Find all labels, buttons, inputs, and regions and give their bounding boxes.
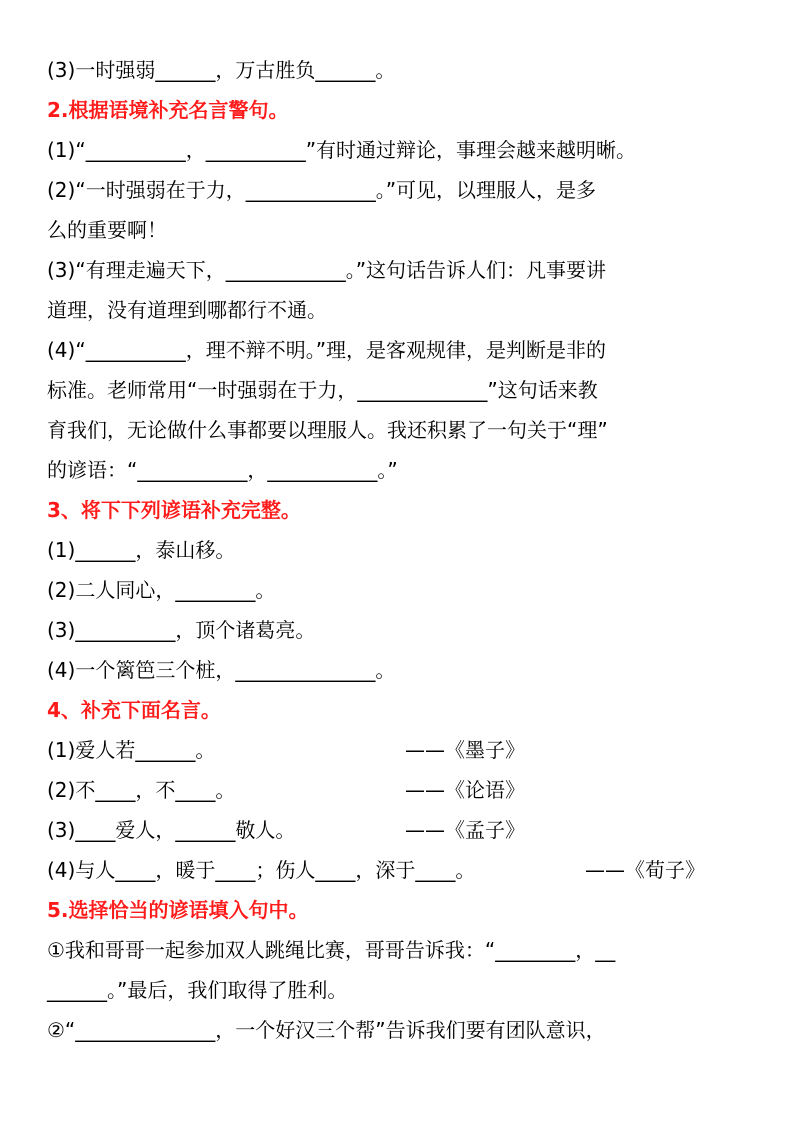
text-line: (3)“有理走遍天下，____________。”这句话告诉人们：凡事要讲 <box>47 258 607 282</box>
text-line: (4)一个篱笆三个桩，______________。 <box>47 658 396 682</box>
section-heading: 3、将下下列谚语补充完整。 <box>47 498 301 522</box>
text-line: 道理，没有道理到哪都行不通。 <box>47 298 327 322</box>
text-line: 么的重要啊！ <box>47 218 167 242</box>
text-line: (1)“__________，__________”有时通过辩论，事理会越来越明晰。 <box>47 138 637 162</box>
section-heading: 2.根据语境补充名言警句。 <box>47 98 289 122</box>
quote-source: ——《论语》 <box>405 778 525 802</box>
text-line: ______。”最后，我们取得了胜利。 <box>47 978 348 1002</box>
text-line: (3)____爱人，______敬人。 <box>47 818 296 842</box>
quote-source: ——《荀子》 <box>585 858 705 882</box>
section-heading: 4、补充下面名言。 <box>47 698 221 722</box>
text-line: (2)不____，不____。 <box>47 778 236 802</box>
text-line: ②“______________，一个好汉三个帮”告诉我们要有团队意识， <box>47 1018 606 1042</box>
text-line: (1)______，泰山移。 <box>47 538 236 562</box>
text-line: (2)二人同心，________。 <box>47 578 276 602</box>
text-line: 标准。老师常用“一时强弱在于力，_____________”这句话来教 <box>47 378 598 402</box>
text-line: (4)与人____，暖于____；伤人____，深于____。 <box>47 858 476 882</box>
text-line: 的谚语：“___________，___________。” <box>47 458 398 482</box>
text-line: (3)__________，顶个诸葛亮。 <box>47 618 316 642</box>
quote-source: ——《墨子》 <box>405 738 525 762</box>
quote-source: ——《孟子》 <box>405 818 525 842</box>
text-line: 育我们，无论做什么事都要以理服人。我还积累了一句关于“理” <box>47 418 608 442</box>
text-line: ①我和哥哥一起参加双人跳绳比赛，哥哥告诉我：“________，__ <box>47 938 616 962</box>
section-heading: 5.选择恰当的谚语填入句中。 <box>47 898 309 922</box>
text-line: (4)“__________，理不辩不明。”理，是客观规律，是判断是非的 <box>47 338 607 362</box>
text-line: (2)“一时强弱在于力，_____________。”可见，以理服人，是多 <box>47 178 597 202</box>
text-line: (3)一时强弱______，万古胜负______。 <box>47 58 396 82</box>
text-line: (1)爱人若______。 <box>47 738 216 762</box>
